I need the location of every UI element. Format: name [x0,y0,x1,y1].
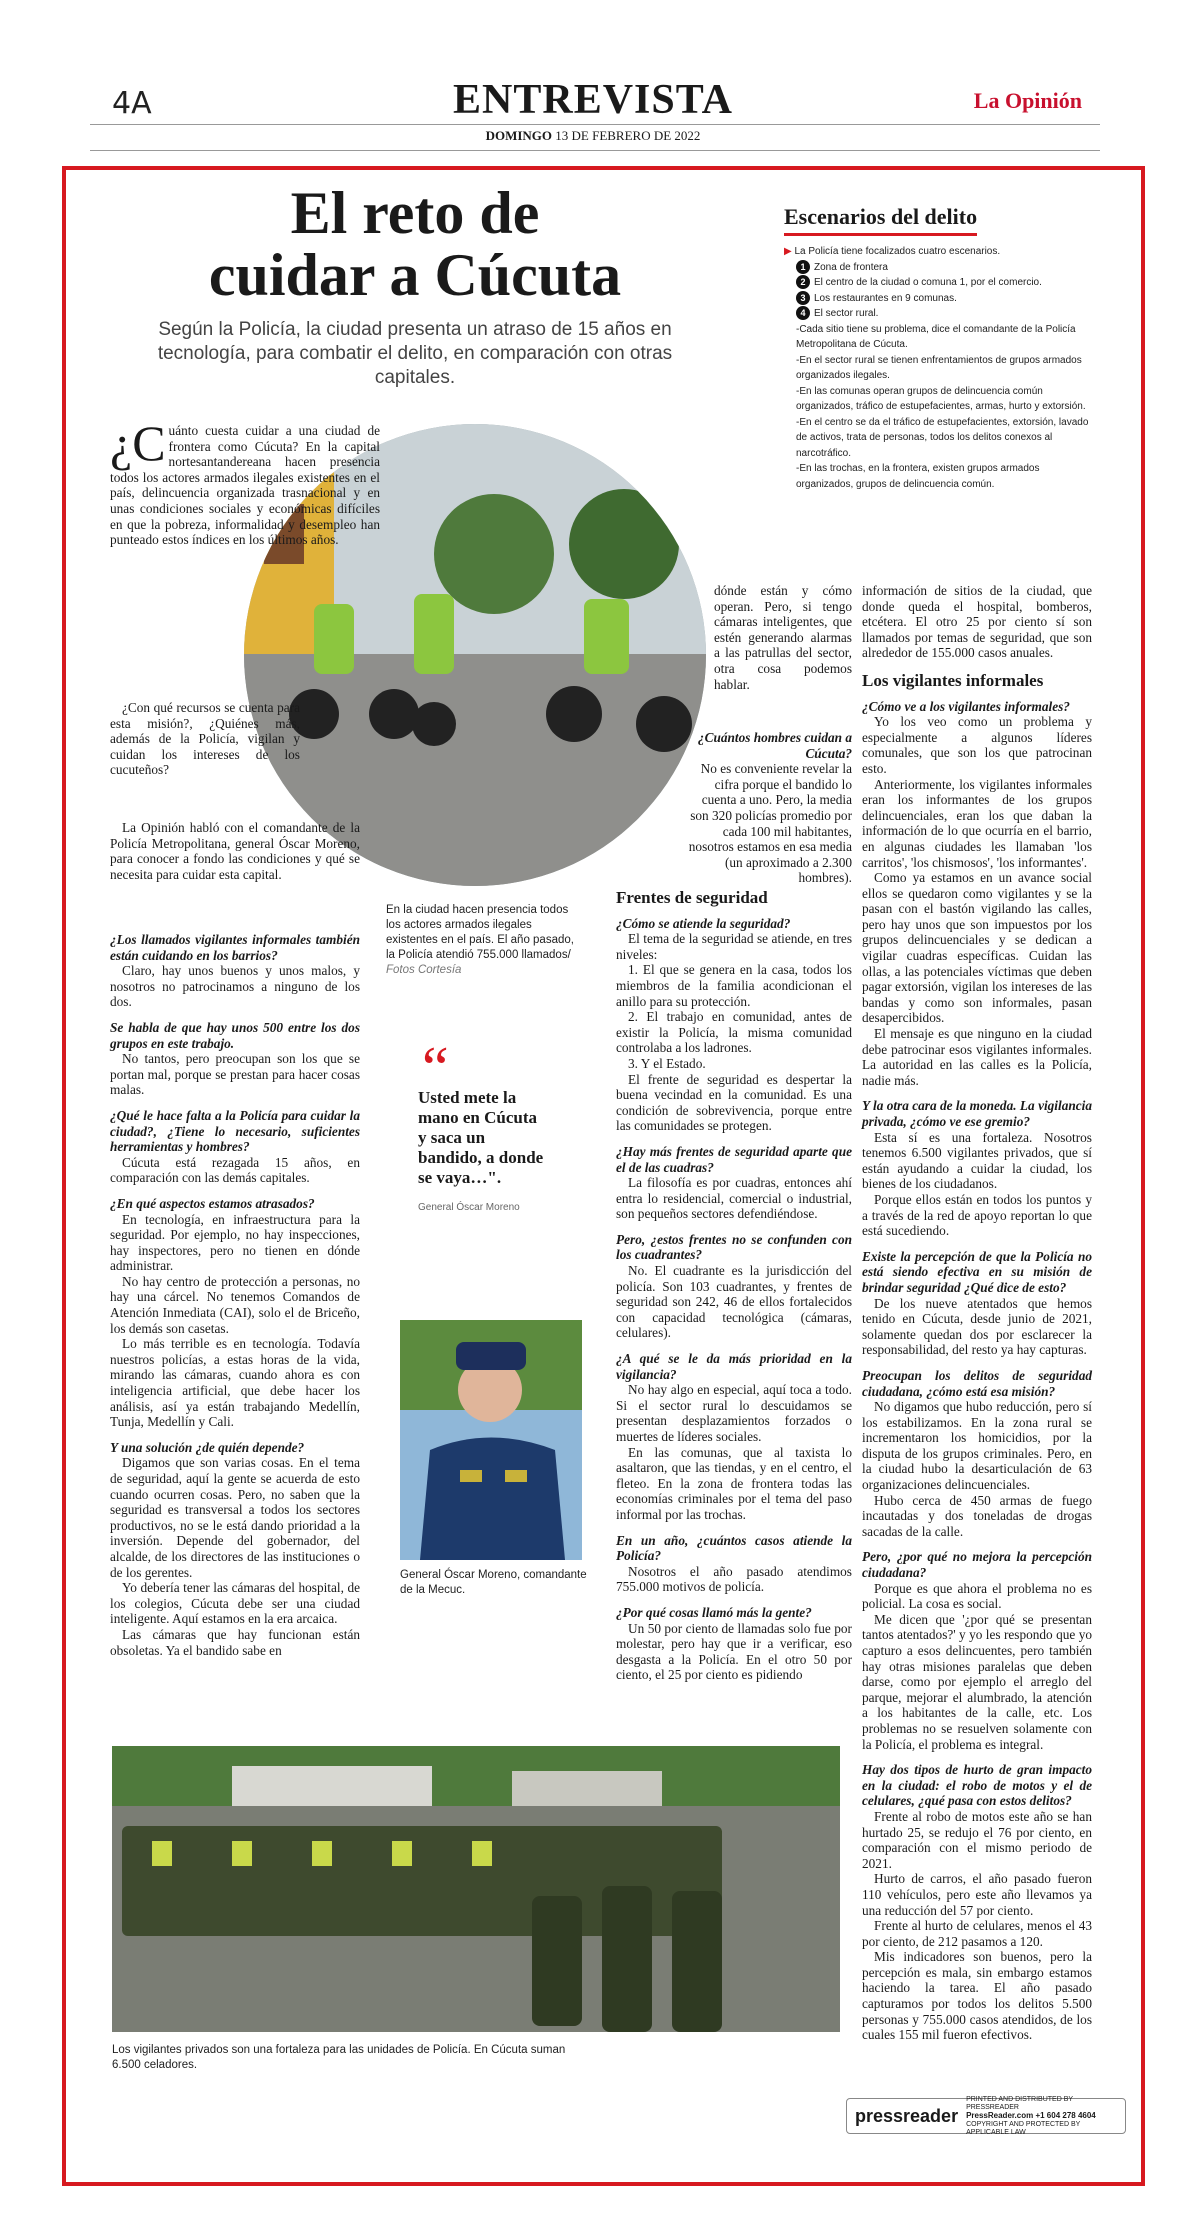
general-portrait-photo [400,1320,582,1560]
section-heading: Frentes de seguridad [616,888,768,907]
photo-credit: Fotos Cortesía [386,964,462,976]
pressreader-badge[interactable] [846,2095,1126,2136]
answer: No. El cuadrante es la jurisdicción del policía. Son 103 cuadrantes, y frentes de seguridad son 242, 46 de ellos fortalecidos con capacidad tecnológica (cámaras, celulares). [616,1263,852,1341]
headline-line-2: cuidar a Cúcuta [208,242,622,308]
answer: Nosotros el año pasado atendimos 755.000 motivos de policía. [616,1563,852,1595]
dropcap: ¿C [110,415,166,471]
scenario-detail: -En el centro se da el tráfico de estupefacientes, extorsión, lavado de activos, trata de personas, todos los delitos conexos al narcotráfico. [796,416,1089,459]
answer: No hay algo en especial, aquí toca a todo. Si el sector rural lo descuidamos se presentan desplazamientos forzados o muertes de líderes sociales. [616,1382,852,1444]
intro-paragraph-2: ¿Con qué recursos se cuenta para esta misión?, ¿Quiénes más, además de la Policía, vigilan y cuidan los intereses de los cucuteños? [110,700,300,778]
scenario-number-icon: 1 [796,260,810,274]
answer: Frente al hurto de celulares, menos el 43 por ciento, de 212 pasamos a 120. [862,1918,1092,1949]
question: ¿A qué se le da más prioridad en la vigilancia? [616,1351,852,1382]
scenario-item [784,260,1096,276]
scenario-text: Los restaurantes en 9 comunas. [814,292,957,304]
headcount-qa [686,720,852,886]
answer: No tantos, pero preocupan son los que se portan mal, porque se prestan para hacer cosas malas. [110,1051,360,1098]
answer: Hubo cerca de 450 armas de fuego incautadas y dos toneladas de drogas sacadas de la calle. [862,1492,1092,1539]
article-subhead: Según la Policía, la ciudad presenta un atraso de 15 años en tecnología, para combatir el delito, en comparación con otras capitales. [157,319,673,388]
answer: Digamos que son varias cosas. En el tema de seguridad, aquí la gente se acuerda de esto cuando ocurren cosas. Pero, no saben que la seguridad es transversal a todos los sectores productivos, no se le está dando prioridad a la inversión. Depende del gobernador, del alcalde, de los directores de las instituciones o de los gerentes. [110,1455,360,1580]
intro-column-3 [110,820,360,882]
scenario-detail: -En las trochas, en la frontera, existen grupos armados organizados, grupos de delincuencia común. [796,463,1040,490]
photo-caption-text: En la ciudad hacen presencia todos los actores armados ilegales existentes en el país. El año pasado, la Policía atendió 755.000 llamados/ [386,904,574,961]
answer: Lo más terrible es en tecnología. Todavía nuestros policías, a estas horas de la vida, mirando las cámaras, cuando ahora es con inteligencia artificial, que debe hacer los análisis, así ya están trabajando Medellín, Tunja, Medellín y Cali. [110,1336,360,1430]
section-title: ENTREVISTA [453,77,733,123]
question: Preocupan los delitos de seguridad ciudadana, ¿cómo está esa misión? [862,1367,1092,1399]
question: ¿Por qué cosas llamó más la gente? [616,1604,812,1620]
intro-column [110,415,380,548]
crime-scenarios-box [784,204,1096,492]
answer: El frente de seguridad es despertar la buena vecindad en la comunidad. Es una condición de sobrevivencia, porque entre las comunidades se protegen. [616,1071,852,1134]
question: ¿En qué aspectos estamos atrasados? [110,1195,315,1211]
left-qa-column [110,922,360,1658]
answer: Anteriormente, los vigilantes informales eran los informantes de los grupos delincuenciales, eran los que daban la información de lo que ocurría en el barrio, en algunas ciudades les llamaban 'los carritos', 'los chismosos', 'los informantes'. [862,776,1092,870]
intro-column-2 [110,700,300,778]
pressreader-line-3: COPYRIGHT AND PROTECTED BY APPLICABLE LAW [966,2120,1081,2136]
scenario-text: Zona de frontera [814,261,888,273]
scenario-item [784,306,1096,322]
question: En un año, ¿cuántos casos atiende la Policía? [616,1532,852,1564]
answer: Yo los veo como un problema y especialmente a algunos líderes comunales, que son los que patrocinan esto. [862,714,1092,776]
answer: Frente al robo de motos este año se han hurtado 25, se redujo el 76 por ciento, en comparación con el mismo periodo de 2021. [862,1808,1092,1871]
portrait-caption: General Óscar Moreno, comandante de la Mecuc. [400,1569,587,1596]
question: ¿Cómo ve a los vigilantes informales? [862,698,1070,714]
question: ¿Qué le hace falta a la Policía para cuidar la ciudad?, ¿Tiene lo necesario, suficientes herramientas y hombres? [110,1107,360,1155]
answer: No hay centro de protección a personas, no hay una cárcel. No tenemos Comandos de Atención Inmediata (CAI), solo el de Briceño, los demás son casetas. [110,1273,360,1336]
page-number: 4A [112,86,152,121]
scenario-number-icon: 2 [796,275,810,289]
question: Hay dos tipos de hurto de gran impacto en la ciudad: el robo de motos y el de celulares, ¿qué pasa con estos delitos? [862,1762,1092,1809]
answer: Mis indicadores son buenos, pero la percepción es mala, sin embargo estamos haciendo la tarea. El año pasado capturamos por todos los delitos 5.500 personas y 755.000 casos atendidos, de los cuales 155 mil fueron efectivos. [862,1949,1092,2043]
pressreader-notice [966,2096,1117,2137]
group-photo-caption: Los vigilantes privados son una fortaleza para las unidades de Policía. En Cúcuta suman 6.500 celadores. [112,2044,566,2071]
scenario-number-icon: 3 [796,291,810,305]
general-portrait-illustration [400,1320,582,1560]
police-formation-illustration [112,1746,840,2032]
answer: Las cámaras que hay funcionan están obsoletas. Ya el bandido sabe en [110,1626,360,1658]
question: ¿Cómo se atiende la seguridad? [616,915,791,931]
question: Existe la percepción de que la Policía no está siendo efectiva en su misión de brindar seguridad ¿Qué dice de esto? [862,1248,1092,1295]
quote-mark-icon: “ [422,1035,449,1101]
question: ¿Cuántos hombres cuidan a Cúcuta? [697,730,852,761]
answer: 2. El trabajo en comunidad, antes de existir la Policía, la misma comunidad controlaba a los ladrones. [616,1009,852,1056]
answer: El tema de la seguridad se atiende, en tres niveles: [616,931,852,962]
answer: 1. El que se genera en la casa, todos los miembros de la familia acondicionan el anillo para su protección. [616,962,852,1009]
scenario-item [784,291,1096,307]
answer: La filosofía es por cuadras, entonces ahí entra lo residencial, comercial o industrial, son pequeños sectores defendiéndose. [616,1175,852,1222]
continuation-text: dónde están y cómo operan. Pero, si tengo cámaras inteligentes, que estén generando alarmas a las patrullas del sector, otra cosa podemos hablar. [714,583,852,692]
answer: Me dicen que '¿por qué se presentan tantos atentados?' y yo les respondo que yo capturo a esos delincuentes, pero también hay otras misiones paralelas que deben darse, como por ejemplo el arreglo del parque, mejorar el alumbrado, la atención a los habitantes de la calle, etc. Los problemas no se resuelven solamente con la Policía, el problema es integral. [862,1611,1092,1752]
answer: Cúcuta está rezagada 15 años, en comparación con las demás capitales. [110,1154,360,1186]
question: Y una solución ¿de quién depende? [110,1439,305,1455]
answer: En las comunas, que al taxista lo asaltaron, que las tiendas, y en el centro, el fleteo. En la zona de frontera todas las economías criminales por el tema del paso informal por las trochas. [616,1444,852,1522]
intro-paragraph-3: La Opinión habló con el comandante de la Policía Metropolitana, general Óscar Moreno, para conocer a fondo las condiciones y qué se necesita para cuidar esta capital. [110,820,360,882]
answer: Un 50 por ciento de llamadas solo fue por molestar, pero hay que ir a verificar, eso desgasta a la Policía. En el otro 50 por ciento, el 25 por ciento es pidiendo [616,1620,852,1683]
answer: En tecnología, en infraestructura para la seguridad. Por ejemplo, no hay inspecciones, hay inspectores, pero no tienen en dónde administrar. [110,1211,360,1274]
box-title: Escenarios del delito [784,204,977,236]
police-formation-photo [112,1746,840,2032]
question: Pero, ¿estos frentes no se confunden con los cuadrantes? [616,1231,852,1263]
scenario-detail: -En el sector rural se tienen enfrentamientos de grupos armados organizados ilegales. [796,354,1082,381]
scenario-text: El sector rural. [814,308,879,319]
box-lead: ▶ La Policía tiene focalizados cuatro escenarios. [784,244,1096,260]
scenario-detail: -En las comunas operan grupos de delincuencia común organizados, tráfico de estupefacientes, armas, hurto y extorsión. [796,385,1086,412]
answer: 3. Y el Estado. [628,1055,706,1071]
question: Y la otra cara de la moneda. La vigilancia privada, ¿cómo ve ese gremio? [862,1098,1092,1129]
photo-caption [386,903,586,978]
answer: No digamos que hubo reducción, pero sí los estabilizamos. En la zona rural se incrementaron los homicidios, por la disputa de los grupos criminales. Pero, en la ciudad hubo la desarticulación de 63 organizaciones delincuenciales. [862,1399,1092,1493]
article-headline [160,182,670,306]
answer: Porque ellos están en todos los puntos y a través de la red de apoyo reportan lo que está sucediendo. [862,1191,1092,1239]
intro-paragraph: uánto cuesta cuidar a una ciudad de frontera como Cúcuta? En la capital nortesantandereana hacen presencia todos los actores armados ilegales existentes en el país, delincuencia organizada trasnacional y en unas condiciones sociales y económicas difíciles en que la pobreza, informalidad y desempleo han punteado estos índices en los últimos años. [110,423,380,548]
answer: El mensaje es que ninguno en la ciudad debe patrocinar esos vigilantes informales. La autoridad en las calles es la Policía, nadie más. [862,1026,1092,1088]
answer: De los nueve atentados que hemos tenido en Cúcuta, desde junio de 2021, solamente quedan dos por esclarecer la responsabilidad, del resto ya hay capturas. [862,1295,1092,1358]
newspaper-logo: La Opinión [973,88,1082,113]
dateline-day: DOMINGO [485,128,553,143]
dateline [0,128,1186,144]
answer: Hurto de carros, el año pasado fueron 110 vehículos, pero este año llevamos ya una reducción del 57 por ciento. [862,1871,1092,1918]
frentes-column [616,886,852,1683]
question: ¿Hay más frentes de seguridad aparte que el de las cuadras? [616,1143,852,1175]
pressreader-line-1: PRINTED AND DISTRIBUTED BY PRESSREADER [966,2095,1073,2111]
answer: Como ya estamos en un avance social ellos se quedaron como vigilantes y se la pasan con el bastón vigilando las calles, pero hay unos que son impuestos por los grupos delincuenciales y se dedican a vigilar cuadras específicas. Cuidan las ollas, a las potenciales víctimas que deben pagar extorsión, vigilan los intereses de las bandas y como son informales, pasan desapercibidos. [862,870,1092,1026]
answer: No es conveniente revelar la cifra porque el bandido lo cuenta a uno. Pero, la media son 320 policías promedio por cada 100 mil habitantes, nosotros estamos en esa media (un aproximado a 2.300 hombres). [688,761,852,886]
far-right-column [862,583,1092,2043]
pressreader-logo: pressreader [855,2105,959,2126]
scenario-number-icon: 4 [796,306,810,320]
question: Pero, ¿por qué no mejora la percepción ciudadana? [862,1549,1092,1581]
answer: Yo debería tener las cámaras del hospital, de los colegios, Cúcuta debe ser una ciudad inteligente. Aquí estamos en la era arcaica. [110,1580,360,1627]
pull-quote: Usted mete la mano en Cúcuta y saca un bandido, a donde se vaya…". [418,1088,544,1187]
answer: Claro, hay unos buenos y unos malos, y nosotros no patrocinamos a ninguno de los dos. [110,963,360,1010]
answer: Esta sí es una fortaleza. Nosotros tenemos 6.500 vigilantes privados, que sí están ayudando a cuidar la ciudad, los bienes de los ciudadanos. [862,1129,1092,1192]
scenario-text: El centro de la ciudad o comuna 1, por el comercio. [814,277,1042,288]
masthead-rule-bottom [90,150,1100,151]
pressreader-line-2: PressReader.com +1 604 278 4604 [966,2110,1096,2120]
box-body [784,244,1096,492]
continuation-column [714,583,852,692]
masthead-rule-top [90,124,1100,125]
scenario-item [784,275,1096,291]
question: ¿Los llamados vigilantes informales también están cuidando en los barrios? [110,932,360,963]
answer: Porque es que ahora el problema no es policial. La cosa es social. [862,1580,1092,1612]
section-heading: Los vigilantes informales [862,670,1044,690]
headline-line-1: El reto de [290,180,540,246]
dateline-date: 13 DE FEBRERO DE 2022 [555,128,701,143]
question: Se habla de que hay unos 500 entre los dos grupos en este trabajo. [110,1019,360,1051]
pull-quote-author: General Óscar Moreno [418,1202,520,1213]
continuation-text: información de sitios de la ciudad, que donde queda el hospital, bomberos, etcétera. El otro 25 por ciento sí son llamados por temas de seguridad, que son alrededor de 155.000 casos anuales. [862,583,1092,661]
scenario-detail: -Cada sitio tiene su problema, dice el comandante de la Policía Metropolitana de Cúcuta. [796,323,1076,350]
